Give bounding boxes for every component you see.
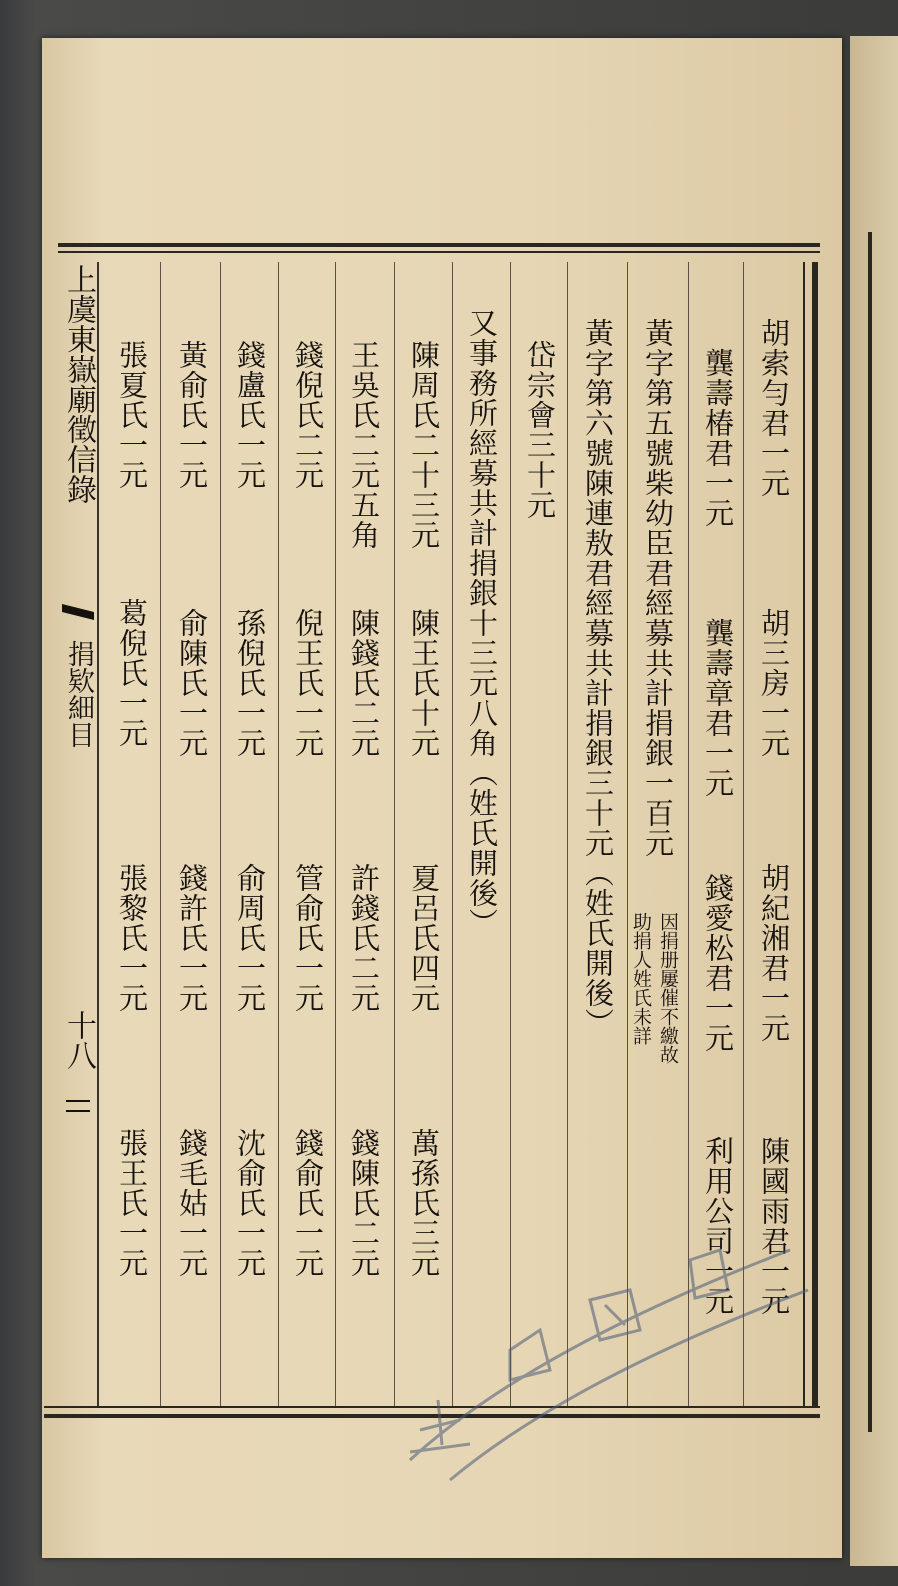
frame-top <box>58 243 820 247</box>
collector-entry: 黃字第五號柴幼臣君經募共計捐銀一百元 <box>641 318 675 858</box>
donor-entry: 陳王氏十元 <box>407 608 441 758</box>
column-rule <box>335 262 336 1406</box>
text-column-9 <box>282 318 334 1408</box>
donor-entry: 錢盧氏一元 <box>233 340 267 490</box>
donor-entry: 陳周氏二十三元 <box>407 340 441 550</box>
margin-marker <box>66 1100 90 1120</box>
text-column-12 <box>106 318 158 1408</box>
donor-entry: 葛倪氏一元 <box>115 598 149 748</box>
page-number: 十八 <box>61 1010 96 1070</box>
donor-entry: 俞周氏一元 <box>233 863 267 1013</box>
text-column-10 <box>224 318 276 1408</box>
donor-entry: 張夏氏一元 <box>115 340 149 490</box>
donor-entry: 陳錢氏二元 <box>347 608 381 758</box>
annotation-left: 助捐人姓氏未詳 <box>630 912 652 1045</box>
donor-entry: 利用公司一元 <box>701 1136 735 1316</box>
fish-tail-mark-icon <box>62 600 94 630</box>
donor-entry: 夏呂氏四元 <box>407 863 441 1013</box>
donor-entry: 錢倪氏二元 <box>291 340 325 490</box>
donor-entry: 錢俞氏一元 <box>291 1128 325 1278</box>
donor-entry: 管俞氏一元 <box>291 863 325 1013</box>
column-rule <box>278 262 279 1406</box>
donor-entry: 錢許氏一元 <box>175 863 209 1013</box>
donor-entry: 龔壽章君一元 <box>701 618 735 798</box>
donor-entry: 錢毛姑一元 <box>175 1128 209 1278</box>
frame-right <box>812 262 818 1408</box>
collector-entry: 又事務所經募共計捐銀十三元八角（姓氏開後） <box>465 308 499 938</box>
donor-entry: 張王氏一元 <box>115 1128 149 1278</box>
section-title: 捐欵細目 <box>63 640 94 748</box>
text-column-8 <box>338 318 390 1408</box>
donor-entry: 許錢氏二元 <box>347 863 381 1013</box>
donor-entry: 龔壽椿君一元 <box>701 348 735 528</box>
donor-entry: 胡索勻君一元 <box>757 318 791 498</box>
donor-entry: 錢愛松君一元 <box>701 873 735 1053</box>
donor-entry: 胡三房一元 <box>757 608 791 758</box>
frame-top-inner <box>58 251 820 253</box>
donor-entry: 錢陳氏二元 <box>347 1128 381 1278</box>
donor-entry: 倪王氏一元 <box>291 608 325 758</box>
library-stamp-icon <box>390 1230 810 1490</box>
annotation-right: 因捐册屢催不繳故 <box>657 912 679 1064</box>
donor-entry: 孫倪氏一元 <box>233 608 267 758</box>
adjacent-page-frame <box>868 232 898 1432</box>
book-title: 上虞東嶽廟徵信錄 <box>61 264 96 504</box>
donor-entry: 沈俞氏一元 <box>233 1128 267 1278</box>
donor-entry: 王吳氏二元五角 <box>347 340 381 550</box>
donor-entry: 岱宗會三十元 <box>523 340 557 520</box>
donor-entry: 俞陳氏一元 <box>175 608 209 758</box>
collector-entry: 黃字第六號陳連敖君經募共計捐銀三十元（姓氏開後） <box>581 318 615 1038</box>
donor-entry: 萬孫氏三元 <box>407 1128 441 1278</box>
text-column-11 <box>166 318 218 1408</box>
donor-entry: 張黎氏一元 <box>115 863 149 1013</box>
donor-entry: 陳國雨君一元 <box>757 1136 791 1316</box>
column-rule <box>220 262 221 1406</box>
column-rule <box>160 262 161 1406</box>
donor-entry: 黃俞氏一元 <box>175 340 209 490</box>
donor-entry: 胡紀湘君一元 <box>757 863 791 1043</box>
